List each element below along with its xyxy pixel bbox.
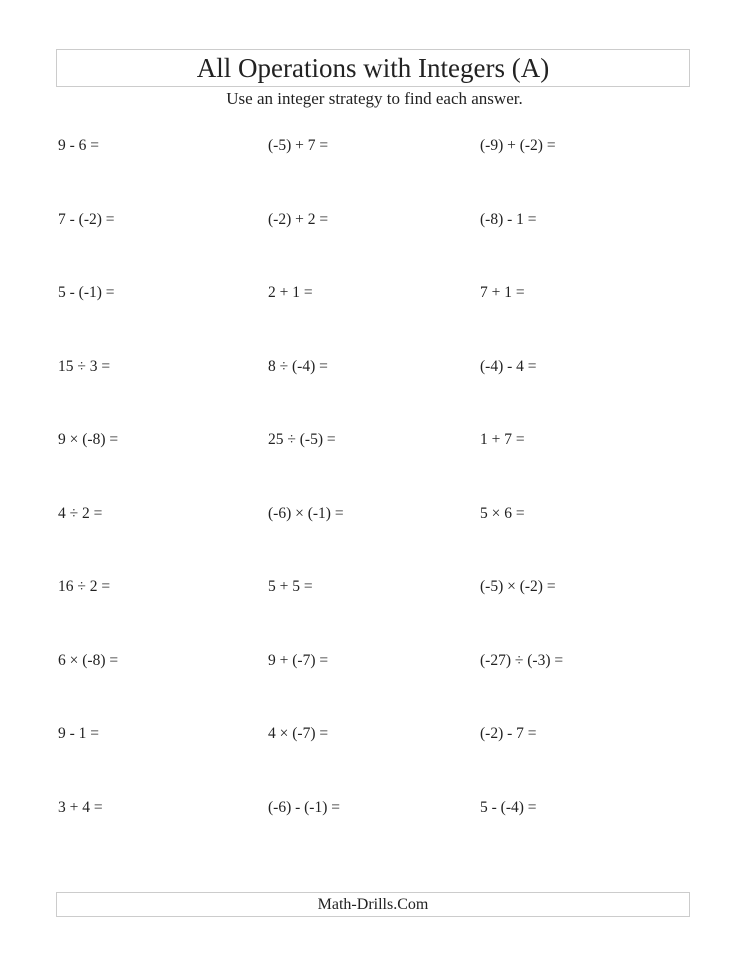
problem: 15 ÷ 3 = [58,357,111,375]
problem: (-2) - 7 = [480,725,537,742]
problem: 25 ÷ (-5) = [268,431,336,448]
instructions: Use an integer strategy to find each answer. [226,89,523,108]
problem: (-5) + 7 = [268,137,329,154]
problem: 4 ÷ 2 = [58,504,103,522]
problem: 5 × 6 = [480,504,525,522]
problem: 16 ÷ 2 = [58,578,111,595]
problem: 8 ÷ (-4) = [268,357,328,375]
problem: 5 - (-4) = [480,798,537,816]
page-title: All Operations with Integers (A) [196,53,550,83]
problem: (-27) ÷ (-3) = [480,651,564,669]
problem: 7 - (-2) = [58,210,115,228]
problem: (-9) + (-2) = [480,137,556,154]
problem: 9 - 1 = [58,725,100,742]
problem: 5 - (-1) = [58,284,115,301]
problem: 9 × (-8) = [58,431,119,448]
problem: 9 + (-7) = [268,651,329,669]
problem: (-2) + 2 = [268,210,329,228]
problem: 6 × (-8) = [58,651,119,669]
problem: 9 - 6 = [58,137,100,154]
problem: 7 + 1 = [480,284,525,301]
problem: 2 + 1 = [268,284,313,301]
problem: 3 + 4 = [58,798,103,816]
problem: 4 × (-7) = [268,725,329,742]
problem: (-6) - (-1) = [268,798,340,816]
problem: (-8) - 1 = [480,210,537,228]
problem: 1 + 7 = [480,431,525,448]
problem: 5 + 5 = [268,578,313,595]
problem: (-6) × (-1) = [268,504,344,522]
problem: (-5) × (-2) = [480,578,556,595]
footer-text: Math-Drills.Com [317,896,429,913]
problem: (-4) - 4 = [480,357,537,375]
footer [56,892,690,917]
title-box [56,49,690,87]
